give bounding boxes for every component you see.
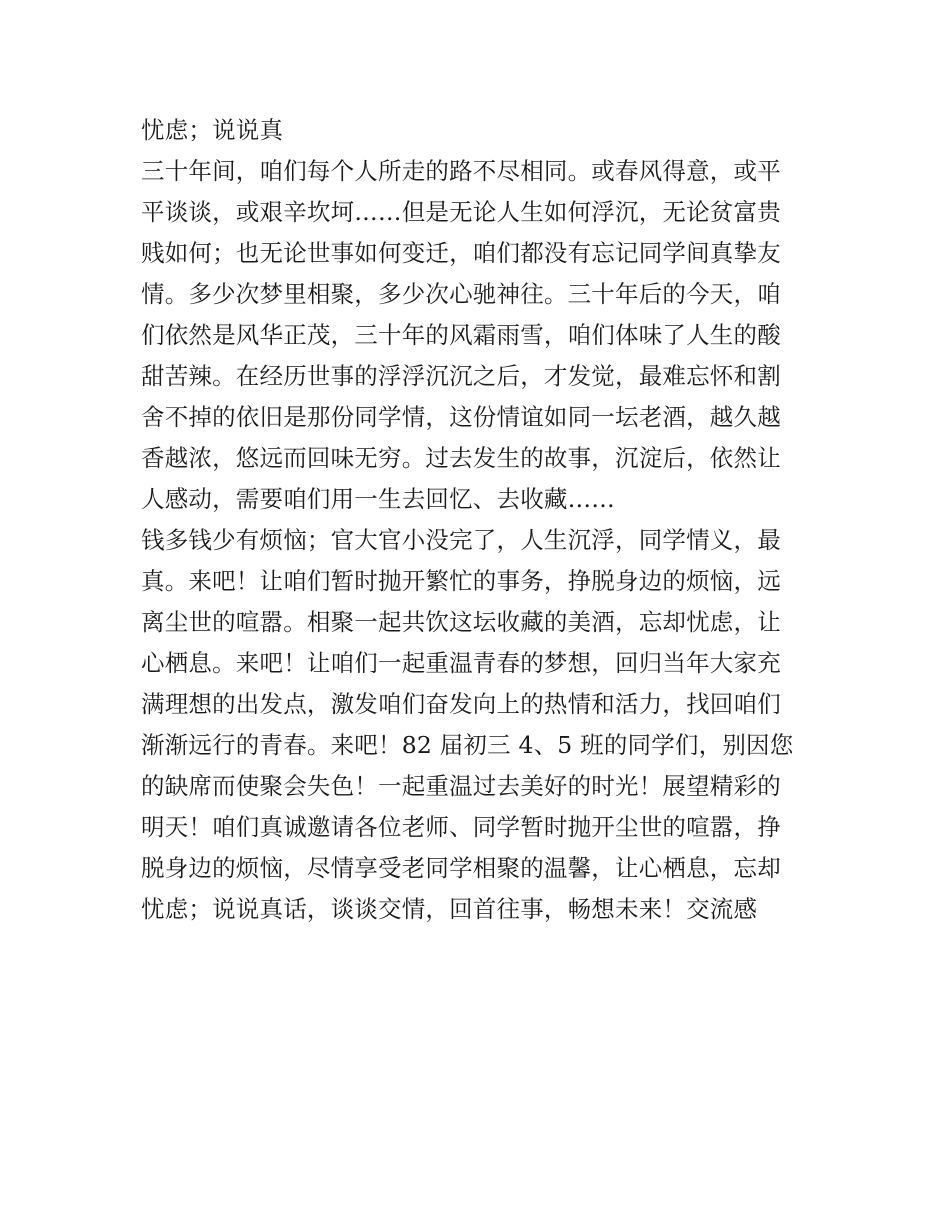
text-line-11: 钱多钱少有烦恼；官大官小没完了，人生沉浮，同学情义，最 [141, 526, 781, 554]
text-line-17: 的缺席而使聚会失色！一起重温过去美好的时光！展望精彩的 [141, 772, 781, 800]
text-line-13: 离尘世的喧嚣。相聚一起共饮这坛收藏的美酒，忘却忧虑，让 [141, 608, 781, 636]
text-line-16: 渐渐远行的青春。来吧！82 届初三 4、5 班的同学们，别因您 [141, 731, 794, 759]
text-line-6: 们依然是风华正茂，三十年的风霜雨雪，咱们体味了人生的酸 [141, 321, 781, 349]
text-line-5: 情。多少次梦里相聚，多少次心驰神往。三十年后的今天，咱 [141, 280, 781, 308]
text-line-7: 甜苦辣。在经历世事的浮浮沉沉之后，才发觉，最难忘怀和割 [141, 362, 781, 390]
text-line-4: 贱如何；也无论世事如何变迁，咱们都没有忘记同学间真挚友 [141, 239, 781, 267]
text-line-19: 脱身边的烦恼，尽情享受老同学相聚的温馨，让心栖息，忘却 [141, 854, 781, 882]
text-line-18: 明天！咱们真诚邀请各位老师、同学暂时抛开尘世的喧嚣，挣 [141, 813, 781, 841]
document-body [141, 110, 821, 930]
text-line-8: 舍不掉的依旧是那份同学情，这份情谊如同一坛老酒，越久越 [141, 403, 781, 431]
text-line-3: 平谈谈，或艰辛坎坷……但是无论人生如何浮沉，无论贫富贵 [141, 198, 781, 226]
text-line-15: 满理想的出发点，激发咱们奋发向上的热情和活力，找回咱们 [141, 690, 781, 718]
text-line-2: 三十年间，咱们每个人所走的路不尽相同。或春风得意，或平 [141, 157, 781, 185]
text-line-20: 忧虑；说说真话，谈谈交情，回首往事，畅想未来！交流感 [141, 895, 758, 923]
text-line-1: 忧虑；说说真 [141, 116, 284, 144]
text-line-10: 人感动，需要咱们用一生去回忆、去收藏…… [141, 485, 615, 513]
text-line-12: 真。来吧！让咱们暂时抛开繁忙的事务，挣脱身边的烦恼，远 [141, 567, 781, 595]
text-line-14: 心栖息。来吧！让咱们一起重温青春的梦想，回归当年大家充 [141, 649, 781, 677]
text-line-9: 香越浓，悠远而回味无穷。过去发生的故事，沉淀后，依然让 [141, 444, 781, 472]
